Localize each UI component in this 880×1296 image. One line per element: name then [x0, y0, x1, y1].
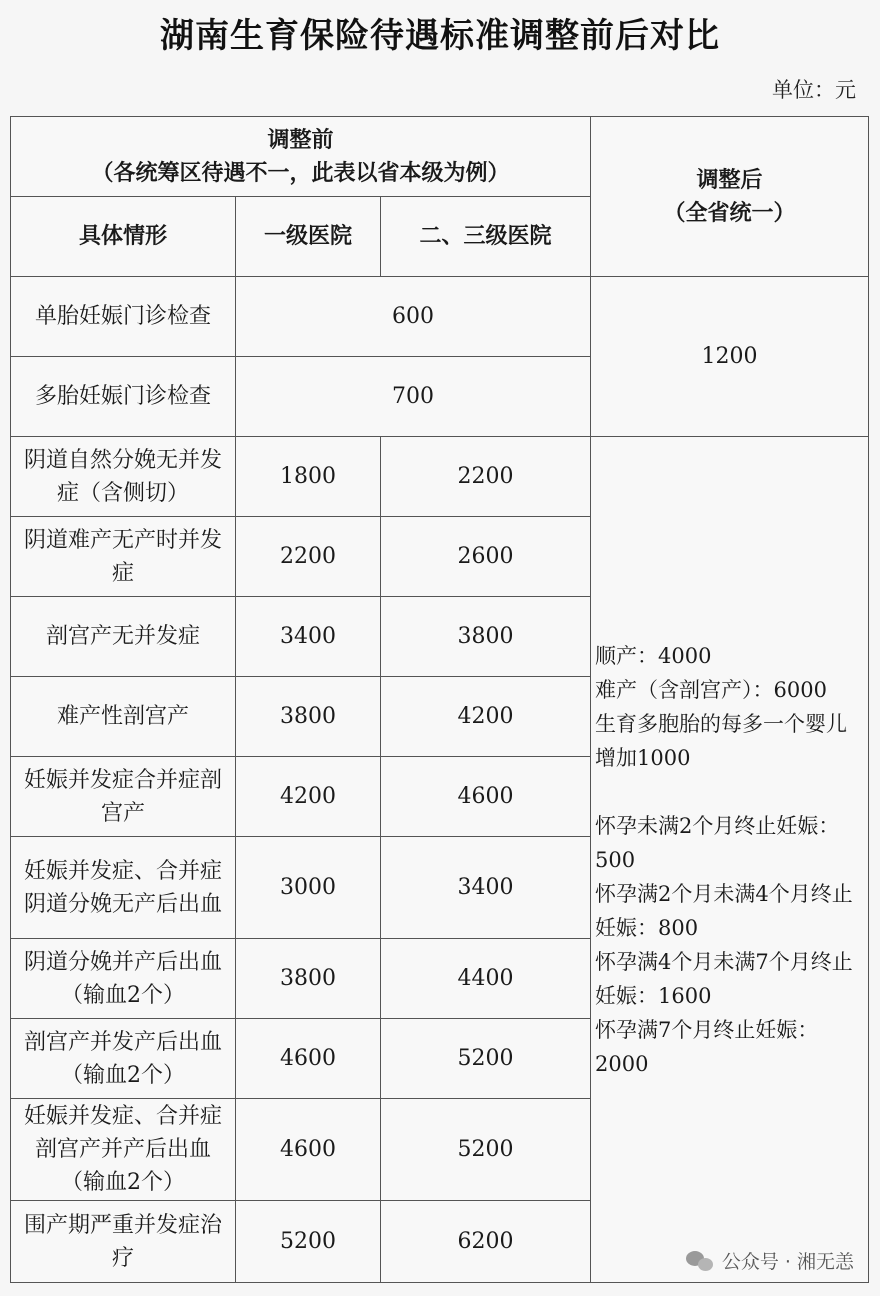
after-item: 怀孕满4个月未满7个月终止妊娠：1600: [595, 949, 853, 1008]
level23-value: 2600: [381, 517, 591, 597]
table-row: [11, 437, 869, 517]
after-item: 难产（含剖宫产）：6000: [595, 677, 827, 702]
level1-value: 1800: [236, 437, 381, 517]
condition-cell: 剖宫产无并发症: [11, 597, 236, 677]
level1-value: 4600: [236, 1019, 381, 1099]
condition-cell: 多胎妊娠门诊检查: [11, 357, 236, 437]
value-cell: 600: [236, 277, 591, 357]
after-item: 顺产：4000: [595, 643, 712, 668]
col-header-condition: 具体情形: [11, 197, 236, 277]
condition-cell: 妊娠并发症合并症剖宫产: [11, 757, 236, 837]
level23-value: 4400: [381, 939, 591, 1019]
level1-value: 5200: [236, 1201, 381, 1283]
level23-value: 5200: [381, 1099, 591, 1201]
condition-cell: 阴道难产无产时并发症: [11, 517, 236, 597]
table-row: [11, 277, 869, 357]
after-item: 生育多胞胎的每多一个婴儿增加1000: [595, 711, 847, 770]
condition-cell: 阴道分娩并产后出血（输血2个）: [11, 939, 236, 1019]
level23-value: 3400: [381, 837, 591, 939]
col-header-level1: 一级医院: [236, 197, 381, 277]
after-item: 怀孕满7个月终止妊娠：2000: [595, 1017, 819, 1076]
wechat-icon: [686, 1249, 714, 1273]
condition-cell: 剖宫产并发产后出血（输血2个）: [11, 1019, 236, 1099]
after-item: 怀孕未满2个月终止妊娠：500: [595, 813, 840, 872]
header-after-note: （全省统一）: [663, 200, 796, 226]
page-title: 湖南生育保险待遇标准调整前后对比: [160, 16, 720, 56]
level23-value: 5200: [381, 1019, 591, 1099]
level1-value: 4200: [236, 757, 381, 837]
condition-cell: 妊娠并发症、合并症剖宫产并产后出血（输血2个）: [11, 1099, 236, 1201]
level1-value: 2200: [236, 517, 381, 597]
level1-value: 4600: [236, 1099, 381, 1201]
header-after: [591, 117, 869, 277]
level1-value: 3400: [236, 597, 381, 677]
condition-cell: 妊娠并发症、合并症阴道分娩无产后出血: [11, 837, 236, 939]
after-item: 怀孕满2个月未满4个月终止妊娠：800: [595, 881, 853, 940]
condition-cell: 阴道自然分娩无并发症（含侧切）: [11, 437, 236, 517]
outpatient-after-cell: 1200: [591, 277, 869, 437]
level23-value: 2200: [381, 437, 591, 517]
header-before-note: （各统筹区待遇不一，此表以省本级为例）: [91, 160, 510, 186]
header-after-title: 调整后: [696, 167, 763, 193]
level23-value: 6200: [381, 1201, 591, 1283]
header-before-title: 调整前: [267, 127, 334, 153]
header-before: [11, 117, 591, 197]
level23-value: 4600: [381, 757, 591, 837]
watermark: [686, 1247, 854, 1274]
delivery-after-cell: [591, 437, 869, 1283]
unit-label: 单位：元: [772, 78, 856, 102]
comparison-table: [10, 116, 869, 1283]
level23-value: 3800: [381, 597, 591, 677]
level1-value: 3000: [236, 837, 381, 939]
level1-value: 3800: [236, 677, 381, 757]
condition-cell: 单胎妊娠门诊检查: [11, 277, 236, 357]
watermark-text: 公众号 · 湘无恙: [721, 1251, 854, 1273]
after-item-spacer: [595, 775, 864, 809]
condition-cell: 难产性剖宫产: [11, 677, 236, 757]
level1-value: 3800: [236, 939, 381, 1019]
col-header-level23: 二、三级医院: [381, 197, 591, 277]
value-cell: 700: [236, 357, 591, 437]
level23-value: 4200: [381, 677, 591, 757]
condition-cell: 围产期严重并发症治疗: [11, 1201, 236, 1283]
